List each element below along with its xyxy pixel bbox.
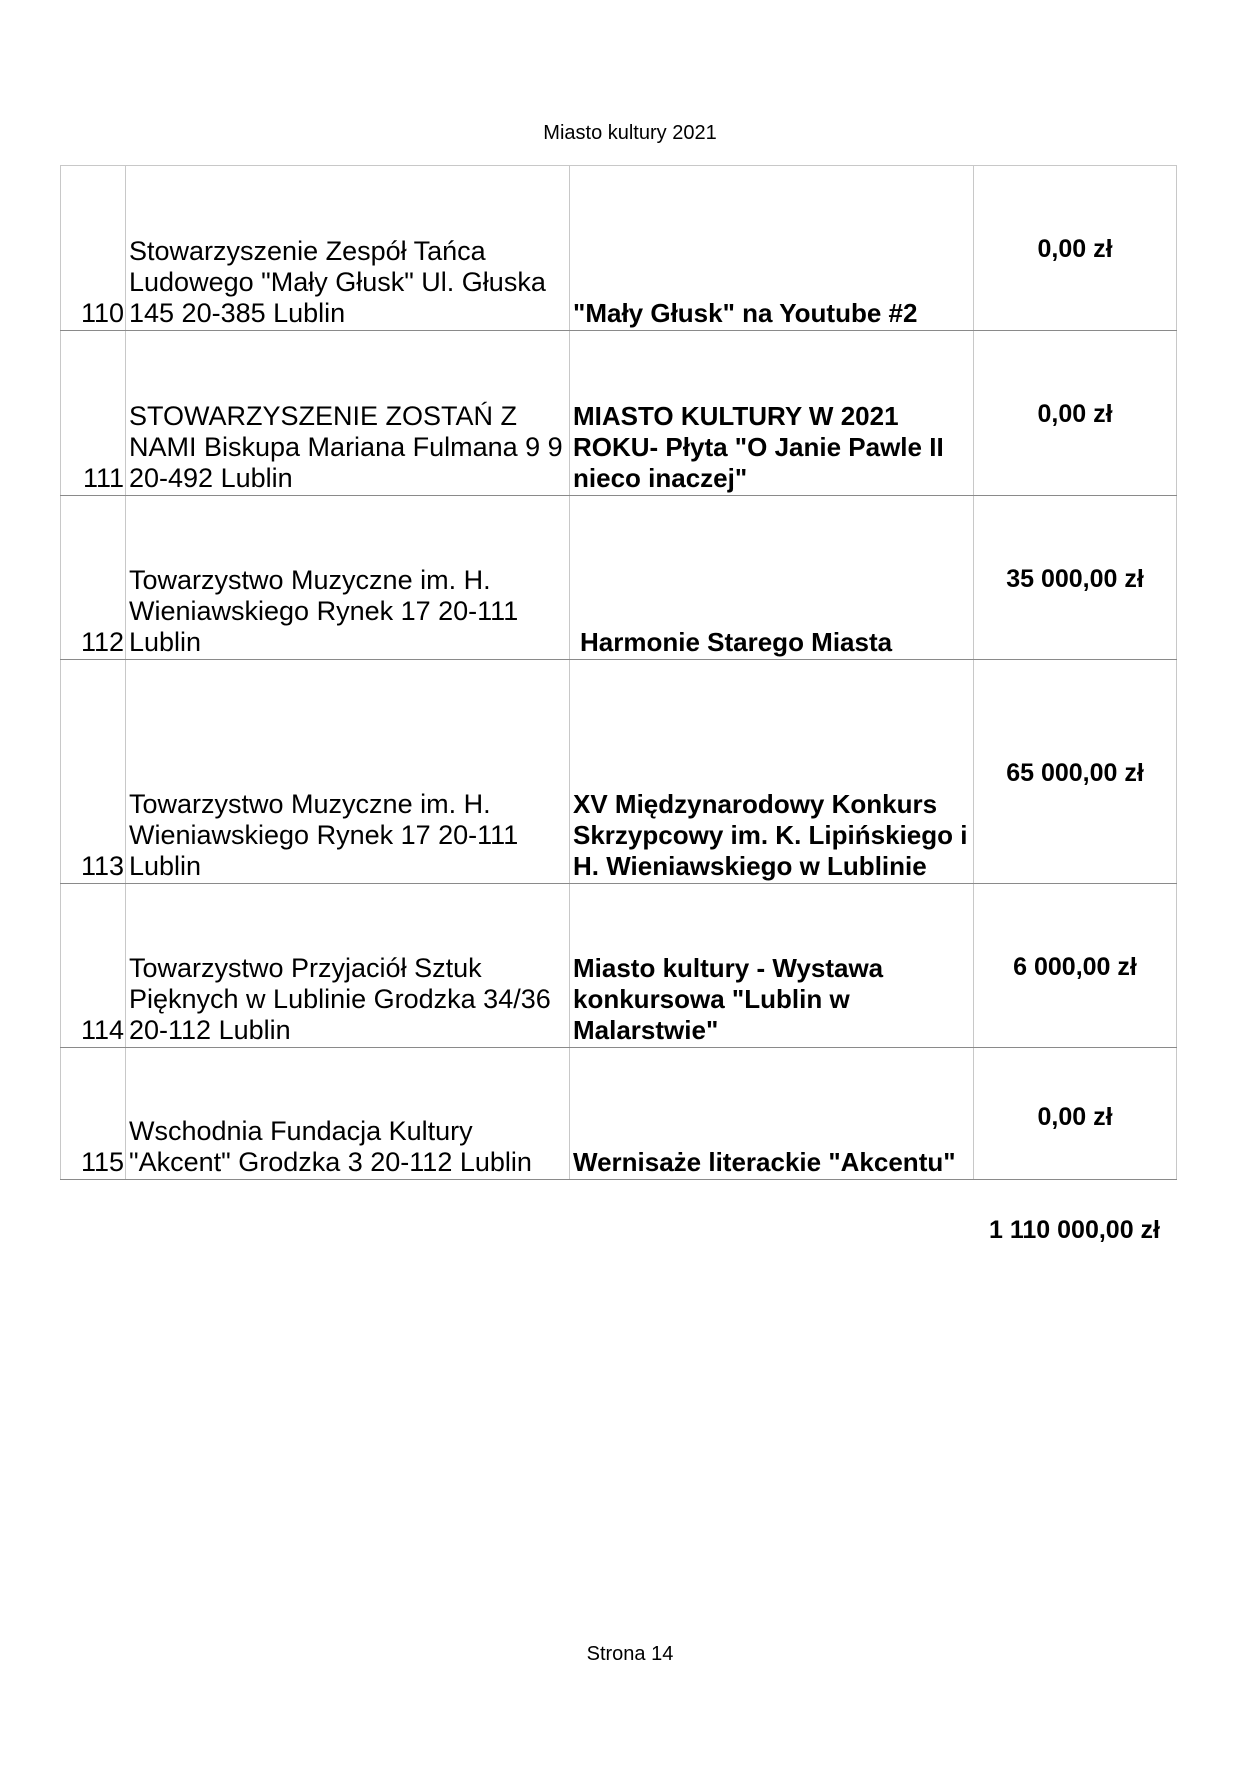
organization-cell: Towarzystwo Przyjaciół Sztuk Pięknych w Lublinie Grodzka 34/36 20-112 Lublin	[126, 884, 570, 1048]
amount-cell: 65 000,00 zł	[974, 660, 1177, 884]
table-row	[61, 660, 1177, 884]
amount-cell: 35 000,00 zł	[974, 496, 1177, 660]
page-header: Miasto kultury 2021	[543, 122, 717, 144]
organization-cell: Towarzystwo Muzyczne im. H. Wieniawskiego Rynek 17 20-111 Lublin	[126, 496, 570, 660]
project-title-cell: MIASTO KULTURY W 2021 ROKU- Płyta "O Janie Pawle II nieco inaczej"	[570, 331, 974, 496]
table-row	[61, 166, 1177, 331]
project-title-cell: "Mały Głusk" na Youtube #2	[570, 166, 974, 331]
project-title-cell: Harmonie Starego Miasta	[570, 496, 974, 660]
amount-cell: 6 000,00 zł	[974, 884, 1177, 1048]
row-number: 114	[61, 884, 126, 1048]
row-number: 112	[61, 496, 126, 660]
page-number: Strona 14	[586, 1643, 674, 1665]
project-title-cell: XV Międzynarodowy Konkurs Skrzypcowy im. K. Lipińskiego i H. Wieniawskiego w Lublinie	[570, 660, 974, 884]
organization-cell: Wschodnia Fundacja Kultury "Akcent" Grodzka 3 20-112 Lublin	[126, 1048, 570, 1180]
project-title-cell: Miasto kultury - Wystawa konkursowa "Lublin w Malarstwie"	[570, 884, 974, 1048]
organization-cell: Towarzystwo Muzyczne im. H. Wieniawskiego Rynek 17 20-111 Lublin	[126, 660, 570, 884]
row-number: 115	[61, 1048, 126, 1180]
row-number: 110	[61, 166, 126, 331]
table-row	[61, 884, 1177, 1048]
project-title-cell: Wernisaże literackie "Akcentu"	[570, 1048, 974, 1180]
amount-cell: 0,00 zł	[974, 331, 1177, 496]
organization-cell: STOWARZYSZENIE ZOSTAŃ Z NAMI Biskupa Mariana Fulmana 9 9 20-492 Lublin	[126, 331, 570, 496]
amount-cell: 0,00 zł	[974, 166, 1177, 331]
row-number: 113	[61, 660, 126, 884]
amount-cell: 0,00 zł	[974, 1048, 1177, 1180]
total-amount: 1 110 000,00 zł	[989, 1216, 1160, 1244]
table-row	[61, 331, 1177, 496]
row-number: 111	[61, 331, 126, 496]
table-row	[61, 1048, 1177, 1180]
table-row	[61, 496, 1177, 660]
grants-table	[60, 165, 1177, 1180]
organization-cell: Stowarzyszenie Zespół Tańca Ludowego "Mały Głusk" Ul. Głuska 145 20-385 Lublin	[126, 166, 570, 331]
